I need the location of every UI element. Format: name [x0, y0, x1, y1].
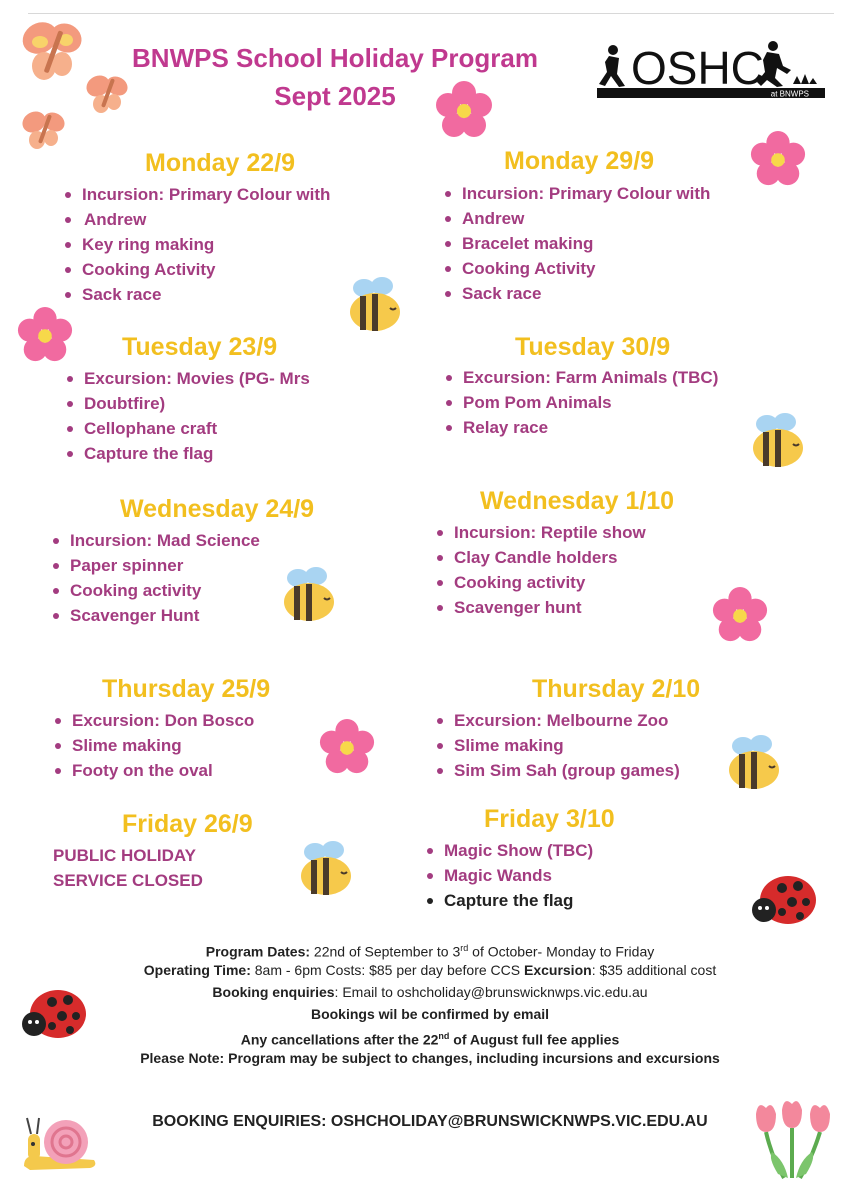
day-heading-monday-29: Monday 29/9 — [504, 147, 655, 175]
list-item: Incursion: Mad Science — [50, 528, 260, 553]
butterfly-icon — [18, 104, 72, 154]
list-item: Capture the flag — [424, 888, 593, 913]
top-divider — [28, 13, 834, 14]
day-heading-tuesday-30: Tuesday 30/9 — [515, 333, 671, 361]
operating-time-line: Operating Time: 8am - 6pm Costs: $85 per day before CCS Excursion: $35 additional cost — [143, 962, 717, 978]
list-item: Sack race — [442, 281, 710, 306]
list-item: Cooking activity — [434, 570, 646, 595]
activity-list-thursday-25 — [52, 708, 254, 783]
activity-list-thursday-2 — [434, 708, 680, 783]
activity-list-monday-22 — [62, 182, 330, 307]
list-item: Capture the flag — [64, 441, 310, 466]
list-item: Slime making — [52, 733, 254, 758]
list-item: Incursion: Reptile show — [434, 520, 646, 545]
activity-list-tuesday-30 — [443, 365, 718, 440]
list-item: Magic Show (TBC) — [424, 838, 593, 863]
list-item: Scavenger Hunt — [50, 603, 260, 628]
list-item: Excursion: Farm Animals (TBC) — [443, 365, 718, 390]
list-item: Slime making — [434, 733, 680, 758]
program-changes-note: Please Note: Program may be subject to changes, including incursions and excursions — [140, 1050, 720, 1066]
day-heading-wednesday-24: Wednesday 24/9 — [120, 495, 315, 523]
day-heading-thursday-25: Thursday 25/9 — [102, 675, 271, 703]
bee-icon — [297, 838, 355, 898]
bee-icon — [280, 564, 338, 624]
activity-list-wednesday-24 — [50, 528, 260, 628]
list-item: Excursion: Don Bosco — [52, 708, 254, 733]
program-dates-line: Program Dates: 22nd of September to 3rd of October- Monday to Friday — [205, 943, 655, 960]
list-item: Pom Pom Animals — [443, 390, 718, 415]
list-item: Magic Wands — [424, 863, 593, 888]
program-title: BNWPS School Holiday Program — [132, 43, 538, 73]
program-subtitle: Sept 2025 — [274, 81, 396, 111]
booking-enquiries-line: Booking enquiries: Email to oshcholiday@brunswicknwps.vic.edu.au — [212, 984, 648, 1000]
list-item: Clay Candle holders — [434, 545, 646, 570]
cancellation-policy: Any cancellations after the 22nd of August full fee applies — [240, 1031, 620, 1048]
flower-icon — [434, 80, 494, 140]
list-item: Sim Sim Sah (group games) — [434, 758, 680, 783]
list-item: Excursion: Movies (PG- Mrs — [64, 366, 310, 391]
list-item: Relay race — [443, 415, 718, 440]
day-heading-monday-22: Monday 22/9 — [145, 149, 296, 177]
bee-icon — [725, 732, 783, 792]
day-heading-friday-26: Friday 26/9 — [122, 810, 253, 838]
service-closed-notice: SERVICE CLOSED — [53, 871, 203, 890]
flower-icon — [711, 586, 769, 644]
activity-list-wednesday-1 — [434, 520, 646, 620]
list-item: Incursion: Primary Colour with — [62, 182, 330, 207]
activity-list-tuesday-23 — [64, 366, 310, 466]
booking-enquiries-footer: BOOKING ENQUIRIES: OSHCHOLIDAY@BRUNSWICKNWPS.VIC.EDU.AU — [152, 1113, 708, 1130]
list-item: Footy on the oval — [52, 758, 254, 783]
list-item: Cooking activity — [50, 578, 260, 603]
flower-icon — [318, 718, 376, 776]
day-heading-thursday-2: Thursday 2/10 — [532, 675, 701, 703]
activity-list-friday-3 — [424, 838, 593, 913]
bee-icon — [346, 274, 404, 334]
activity-list-monday-29 — [442, 181, 710, 306]
list-item: Cellophane craft — [64, 416, 310, 441]
list-item: Paper spinner — [50, 553, 260, 578]
list-item: Sack race — [62, 282, 330, 307]
flower-icon — [749, 130, 807, 188]
day-heading-wednesday-1: Wednesday 1/10 — [480, 487, 675, 515]
list-item: Cooking Activity — [62, 257, 330, 282]
oshc-logo — [597, 40, 825, 100]
bee-icon — [749, 410, 807, 470]
list-item: Cooking Activity — [442, 256, 710, 281]
day-heading-tuesday-23: Tuesday 23/9 — [122, 333, 278, 361]
list-item: Andrew — [442, 206, 710, 231]
svg-text:at BNWPS: at BNWPS — [770, 89, 809, 99]
ladybug-icon — [748, 872, 820, 930]
list-item: Excursion: Melbourne Zoo — [434, 708, 680, 733]
list-item: Doubtfire) — [64, 391, 310, 416]
day-heading-friday-3: Friday 3/10 — [484, 805, 615, 833]
flower-icon — [16, 306, 74, 364]
booking-confirmation-note: Bookings wil be confirmed by email — [310, 1006, 550, 1022]
list-item: Bracelet making — [442, 231, 710, 256]
list-item: Andrew — [62, 207, 330, 232]
public-holiday-notice: PUBLIC HOLIDAY — [53, 846, 196, 865]
svg-text:OSHC: OSHC — [631, 42, 764, 94]
list-item: Key ring making — [62, 232, 330, 257]
list-item: Scavenger hunt — [434, 595, 646, 620]
list-item: Incursion: Primary Colour with — [442, 181, 710, 206]
